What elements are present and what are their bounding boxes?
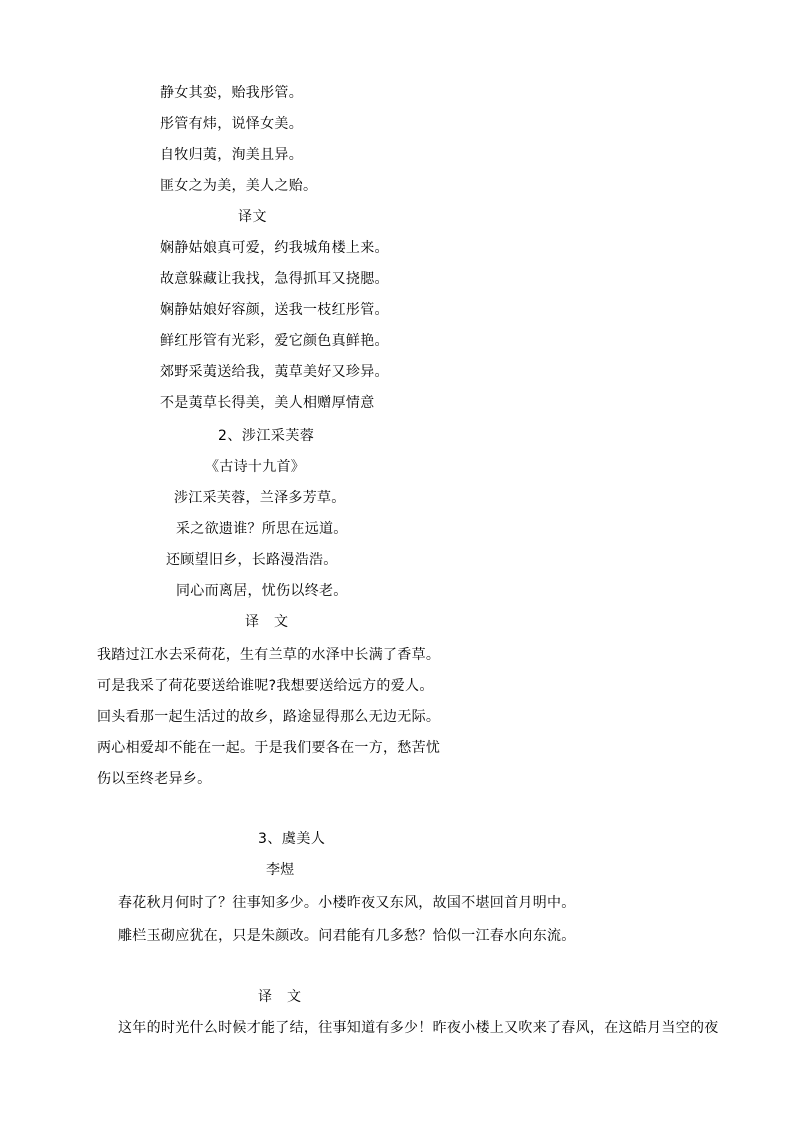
- poem2-translation-line-1: 我踏过江水去采荷花，生有兰草的水泽中长满了香草。: [97, 647, 441, 663]
- poem2-title: 2、涉江采芙蓉: [218, 428, 315, 444]
- poem2-source: 《古诗十九首》: [205, 459, 306, 475]
- poem1-translation-line-1: 娴静姑娘真可爱，约我城角楼上来。: [160, 240, 389, 256]
- poem2-original-line-2: 采之欲遗谁？所思在远道。: [176, 521, 348, 537]
- poem2-translation-heading: 译 文: [245, 614, 289, 630]
- poem1-translation-line-5: 郊野采荑送给我，荑草美好又珍异。: [160, 364, 389, 380]
- poem1-original-line-4: 匪女之为美，美人之贻。: [160, 178, 318, 194]
- poem3-original-line-2: 雕栏玉砌应犹在，只是朱颜改。问君能有几多愁？恰似一江春水向东流。: [118, 928, 576, 944]
- poem3-title: 3、虞美人: [258, 831, 326, 847]
- poem2-original-line-4: 同心而离居，忧伤以终老。: [176, 583, 348, 599]
- poem3-original-line-1: 春花秋月何时了？往事知多少。小楼昨夜又东风，故国不堪回首月明中。: [118, 895, 576, 911]
- poem1-original-line-1: 静女其娈，贻我彤管。: [160, 85, 303, 101]
- poem3-author: 李煜: [266, 862, 295, 878]
- poem2-translation-line-5: 伤以至终老异乡。: [97, 771, 212, 787]
- poem1-original-line-2: 彤管有炜，说怿女美。: [160, 116, 303, 132]
- poem2-translation-line-2: 可是我采了荷花要送给谁呢?我想要送给远方的爱人。: [97, 678, 434, 694]
- poem1-translation-line-3: 娴静姑娘好容颜，送我一枝红彤管。: [160, 302, 389, 318]
- poem2-original-line-3: 还顾望旧乡，长路漫浩浩。: [166, 552, 338, 568]
- poem1-translation-line-4: 鲜红彤管有光彩，爱它颜色真鲜艳。: [160, 333, 389, 349]
- poem2-original-line-1: 涉江采芙蓉，兰泽多芳草。: [174, 490, 346, 506]
- poem1-original-line-3: 自牧归荑，洵美且异。: [160, 147, 303, 163]
- poem1-translation-line-2: 故意躲藏让我找，急得抓耳又挠腮。: [160, 271, 389, 287]
- poem2-translation-line-4: 两心相爱却不能在一起。于是我们要各在一方，愁苦忧: [97, 740, 441, 756]
- poem1-translation-line-6: 不是荑草长得美，美人相赠厚情意: [160, 395, 375, 411]
- poem3-translation-heading: 译 文: [258, 989, 302, 1005]
- poem2-translation-line-3: 回头看那一起生活过的故乡，路途显得那么无边无际。: [97, 709, 441, 725]
- poem1-translation-heading: 译文: [238, 209, 267, 225]
- poem3-translation-line-1: 这年的时光什么时候才能了结，往事知道有多少！昨夜小楼上又吹来了春风，在这皓月当空的夜: [118, 1020, 719, 1036]
